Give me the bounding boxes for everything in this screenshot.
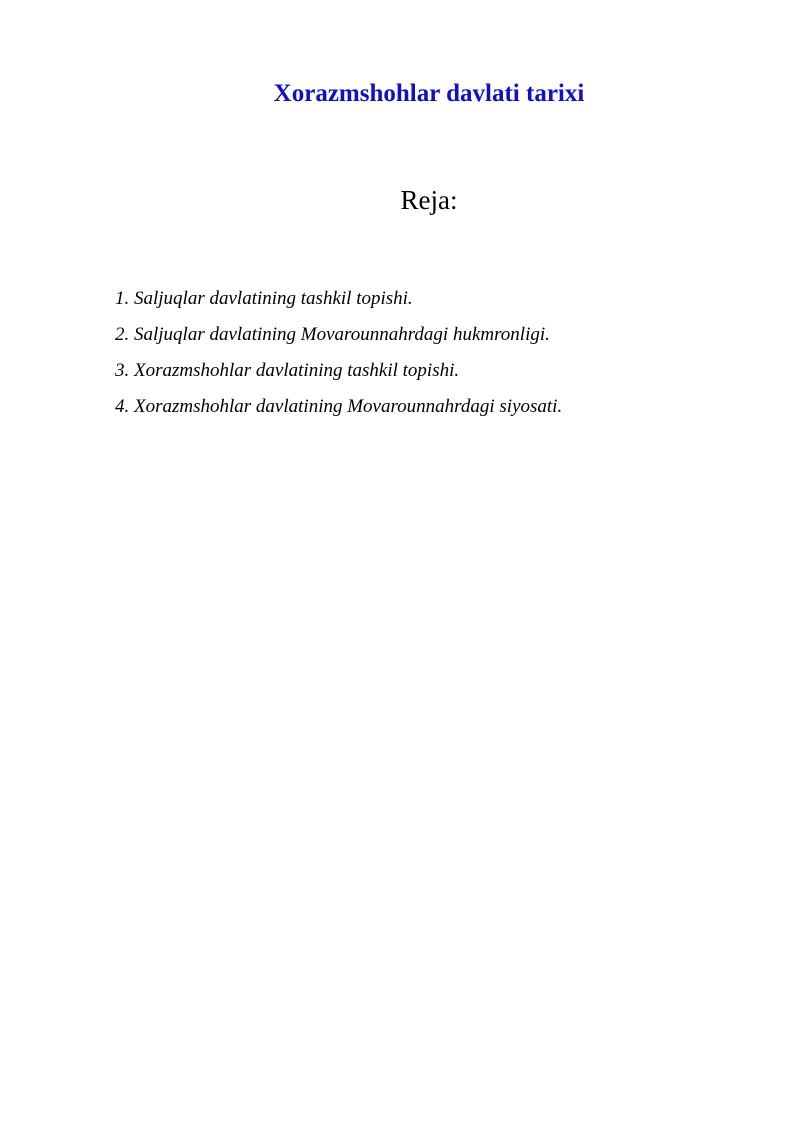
plan-item: 3. Xorazmshohlar davlatining tashkil topishi. bbox=[115, 360, 460, 381]
plan-item: 1. Saljuqlar davlatining tashkil topishi. bbox=[115, 288, 413, 309]
document-title: Xorazmshohlar davlati tarixi bbox=[273, 80, 585, 107]
plan-item: 2. Saljuqlar davlatining Movarounnahrdagi hukmronligi. bbox=[115, 324, 550, 345]
plan-item: 4. Xorazmshohlar davlatining Movarounnahrdagi siyosati. bbox=[115, 396, 563, 417]
plan-list bbox=[115, 287, 562, 431]
plan-heading: Reja: bbox=[400, 185, 458, 215]
